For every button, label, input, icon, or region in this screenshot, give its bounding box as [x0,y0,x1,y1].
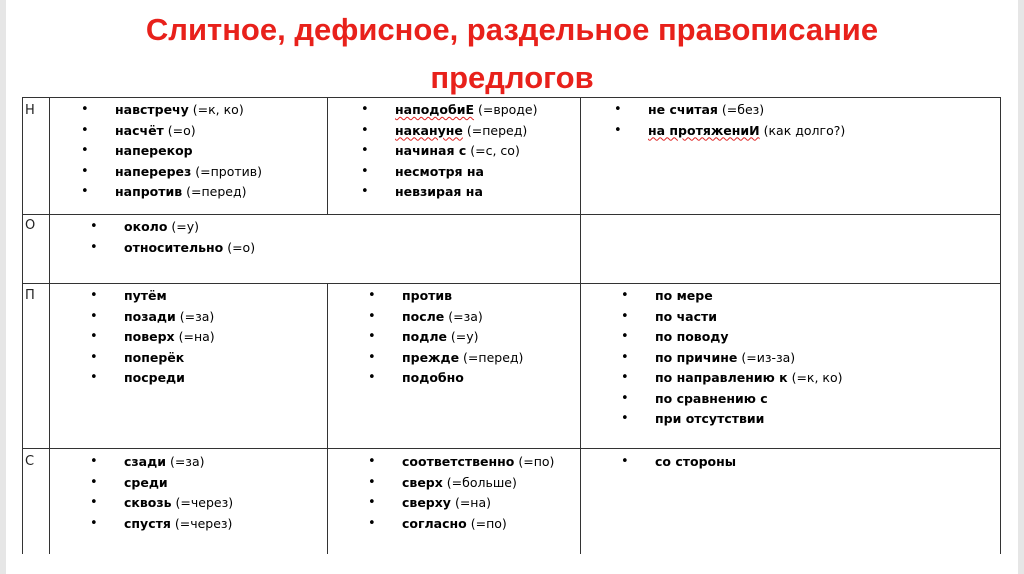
list-item: • сзади (=за) [90,454,205,469]
list-item: • подле (=у) [368,329,479,344]
list-item: • напротив (=перед) [81,184,247,199]
column-divider-1-row-n [327,97,328,214]
list-item: • наперекор [81,143,193,158]
list-item: • начиная с (=с, со) [361,143,520,158]
row-letter: П [25,288,35,303]
preposition-list [90,286,215,389]
list-item: • соответственно (=по) [368,454,555,469]
letter-column-divider [49,97,50,554]
list-item: • путём [90,288,167,303]
table-border-top [22,97,1001,98]
title-line-1: Слитное, дефисное, раздельное правописание [145,12,879,47]
list-item: • со стороны [621,454,737,469]
table-border-left [22,97,23,554]
list-item: • по поводу [621,329,729,344]
table-border-right [1000,97,1001,554]
list-item: • по части [621,308,718,324]
list-item: • подобно [368,370,464,385]
preposition-list [361,100,538,203]
list-item: • сквозь (=через) [90,495,234,510]
list-item: • среди [90,474,168,490]
preposition-list [81,100,263,203]
preposition-list [614,100,846,141]
list-item: • по мере [621,288,713,303]
list-item: • не считая (=без) [614,102,765,117]
column-divider-1-row-ps [327,283,328,554]
preposition-list [621,286,843,430]
list-item: • против [368,288,453,303]
list-item: • позади (=за) [90,308,215,324]
row-letter: О [25,218,36,233]
row-letter: Н [25,103,35,118]
list-item: • относительно (=о) [90,239,256,255]
preposition-list [621,452,737,473]
title-line-2: предлогов [430,60,594,95]
list-item: • при отсутствии [621,411,765,426]
slide-title [0,6,1024,102]
list-item: • невзирая на [361,184,483,199]
list-item: • около (=у) [90,219,200,234]
list-item: • наподобиЕ (=вроде) [361,102,538,117]
list-item: • несмотря на [361,163,484,179]
row-divider-op [22,283,1001,284]
row-divider-no [22,214,1001,215]
list-item: • согласно (=по) [368,515,507,531]
list-item: • насчёт (=о) [81,122,196,138]
list-item: • поверх (=на) [90,329,215,344]
list-item: • наперерез (=против) [81,163,263,179]
row-divider-ps [22,448,1001,449]
list-item: • на протяжениИ (как долго?) [614,122,846,138]
list-item: • навстречу (=к, ко) [81,102,244,117]
list-item: • поперёк [90,349,185,365]
list-item: • спустя (=через) [90,515,233,531]
list-item: • накануне (=перед) [361,122,528,138]
list-item: • сверху (=на) [368,495,492,510]
list-item: • посреди [90,370,185,385]
preposition-list [90,452,234,534]
preposition-list [368,286,524,389]
preposition-list [368,452,555,534]
list-item: • сверх (=больше) [368,474,517,490]
column-divider-2 [580,97,581,554]
list-item: • после (=за) [368,308,483,324]
list-item: • по сравнению с [621,390,768,406]
row-letter: С [25,454,35,469]
list-item: • по причине (=из-за) [621,349,796,365]
list-item: • по направлению к (=к, ко) [621,370,843,385]
preposition-list [90,217,256,258]
list-item: • прежде (=перед) [368,349,524,365]
